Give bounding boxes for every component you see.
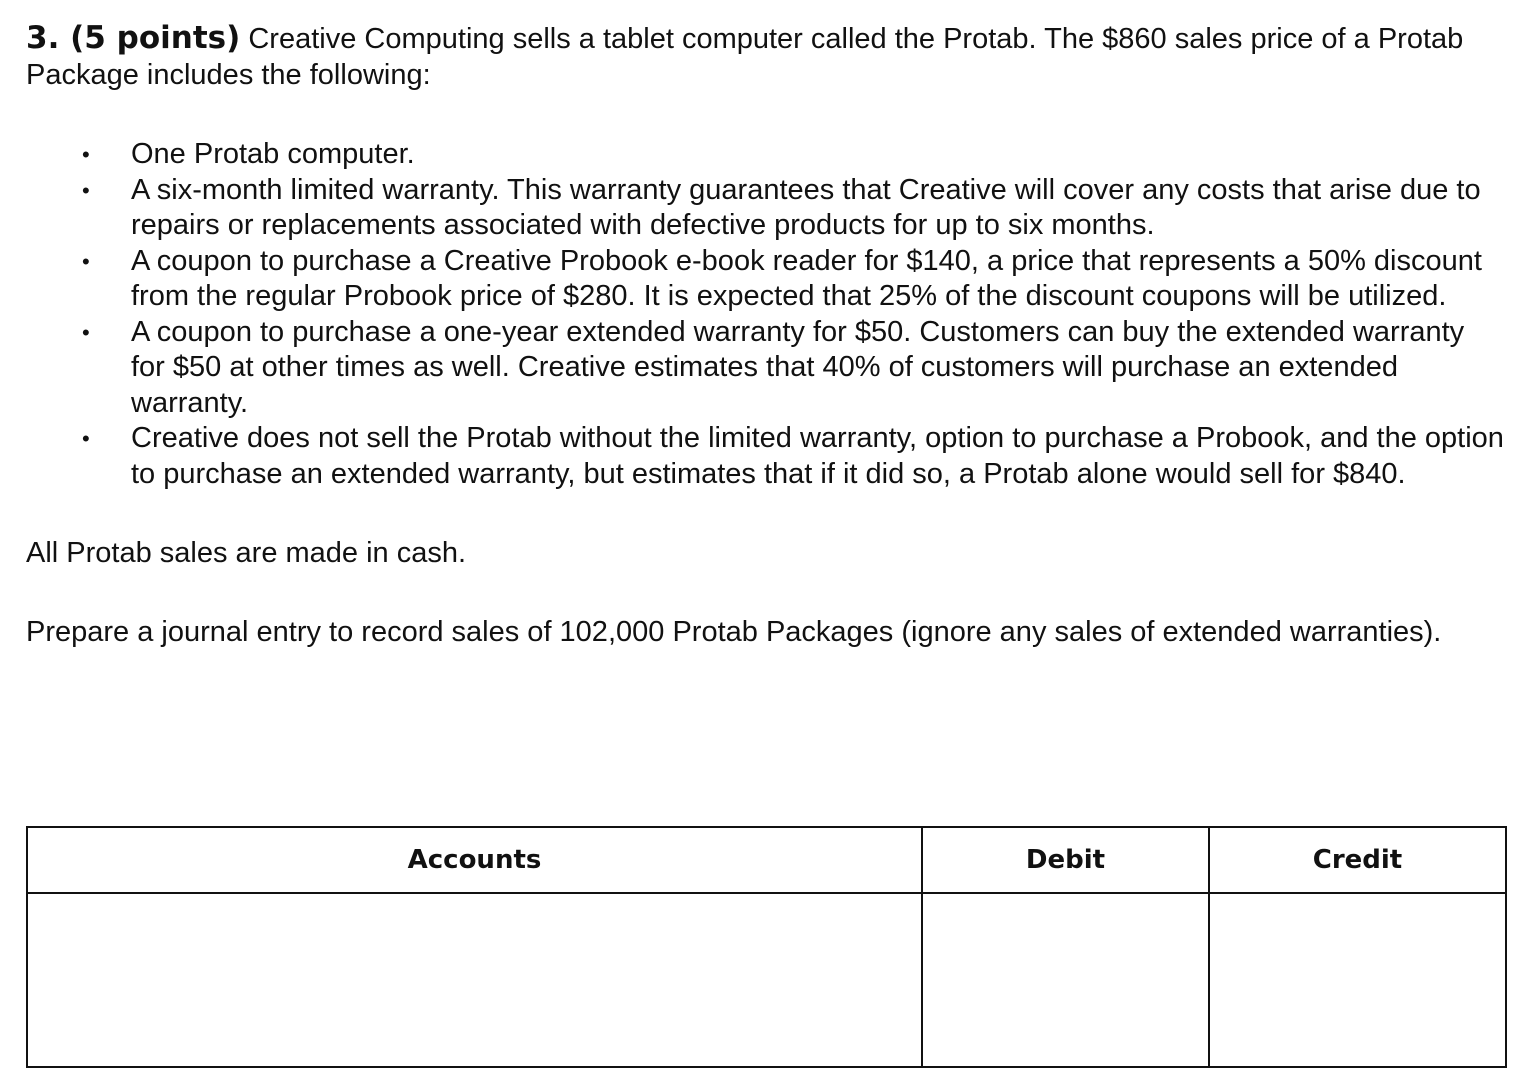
question-document xyxy=(26,20,1506,650)
debit-cell[interactable] xyxy=(922,893,1209,1067)
package-contents-list xyxy=(26,137,1506,492)
debit-header: Debit xyxy=(922,827,1209,893)
list-item-text: A coupon to purchase a one-year extended warranty for $50. Customers can buy the extended warranty for $50 at other times as well. Creative estimates that 40% of customers will purchase an extended warranty. xyxy=(131,315,1465,419)
question-3 xyxy=(26,20,1506,93)
bullet-icon: • xyxy=(82,142,90,167)
credit-cell[interactable] xyxy=(1209,893,1506,1067)
journal-entry-table xyxy=(26,826,1507,1068)
accounts-header: Accounts xyxy=(27,827,922,893)
list-item xyxy=(26,244,1506,315)
question-text: Creative Computing sells a tablet computer called the Protab. The $860 sales price of a Protab Package includes the following: xyxy=(26,23,1464,91)
journal-instruction: Prepare a journal entry to record sales of 102,000 Protab Packages (ignore any sales of extended warranties). xyxy=(26,616,1442,648)
credit-header: Credit xyxy=(1209,827,1506,893)
list-item-text: A coupon to purchase a Creative Probook e-book reader for $140, a price that represents a 50% discount from the regular Probook price of $280. It is expected that 25% of the discount coupons will be utilized. xyxy=(131,244,1482,312)
list-item xyxy=(26,137,1506,173)
bullet-icon: • xyxy=(82,319,90,345)
bullet-icon: • xyxy=(82,248,90,274)
table-row xyxy=(27,893,1506,1067)
list-item xyxy=(26,421,1506,492)
list-item xyxy=(26,173,1506,244)
question-label: 3. (5 points) xyxy=(26,20,241,56)
list-item-text: A six-month limited warranty. This warranty guarantees that Creative will cover any costs that arise due to repairs or replacements associated with defective products for up to six months. xyxy=(131,173,1481,241)
bullet-icon: • xyxy=(82,177,90,203)
list-item xyxy=(26,315,1506,422)
cash-sales-note: All Protab sales are made in cash. xyxy=(26,537,467,569)
list-item-text: One Protab computer. xyxy=(131,138,415,170)
bullet-icon: • xyxy=(82,426,90,451)
accounts-cell[interactable] xyxy=(27,893,922,1067)
table-header-row xyxy=(27,827,1506,893)
list-item-text: Creative does not sell the Protab without the limited warranty, option to purchase a Probook, and the option to purchase an extended warranty, but estimates that if it did so, a Protab alone would sell for $840. xyxy=(131,422,1504,490)
